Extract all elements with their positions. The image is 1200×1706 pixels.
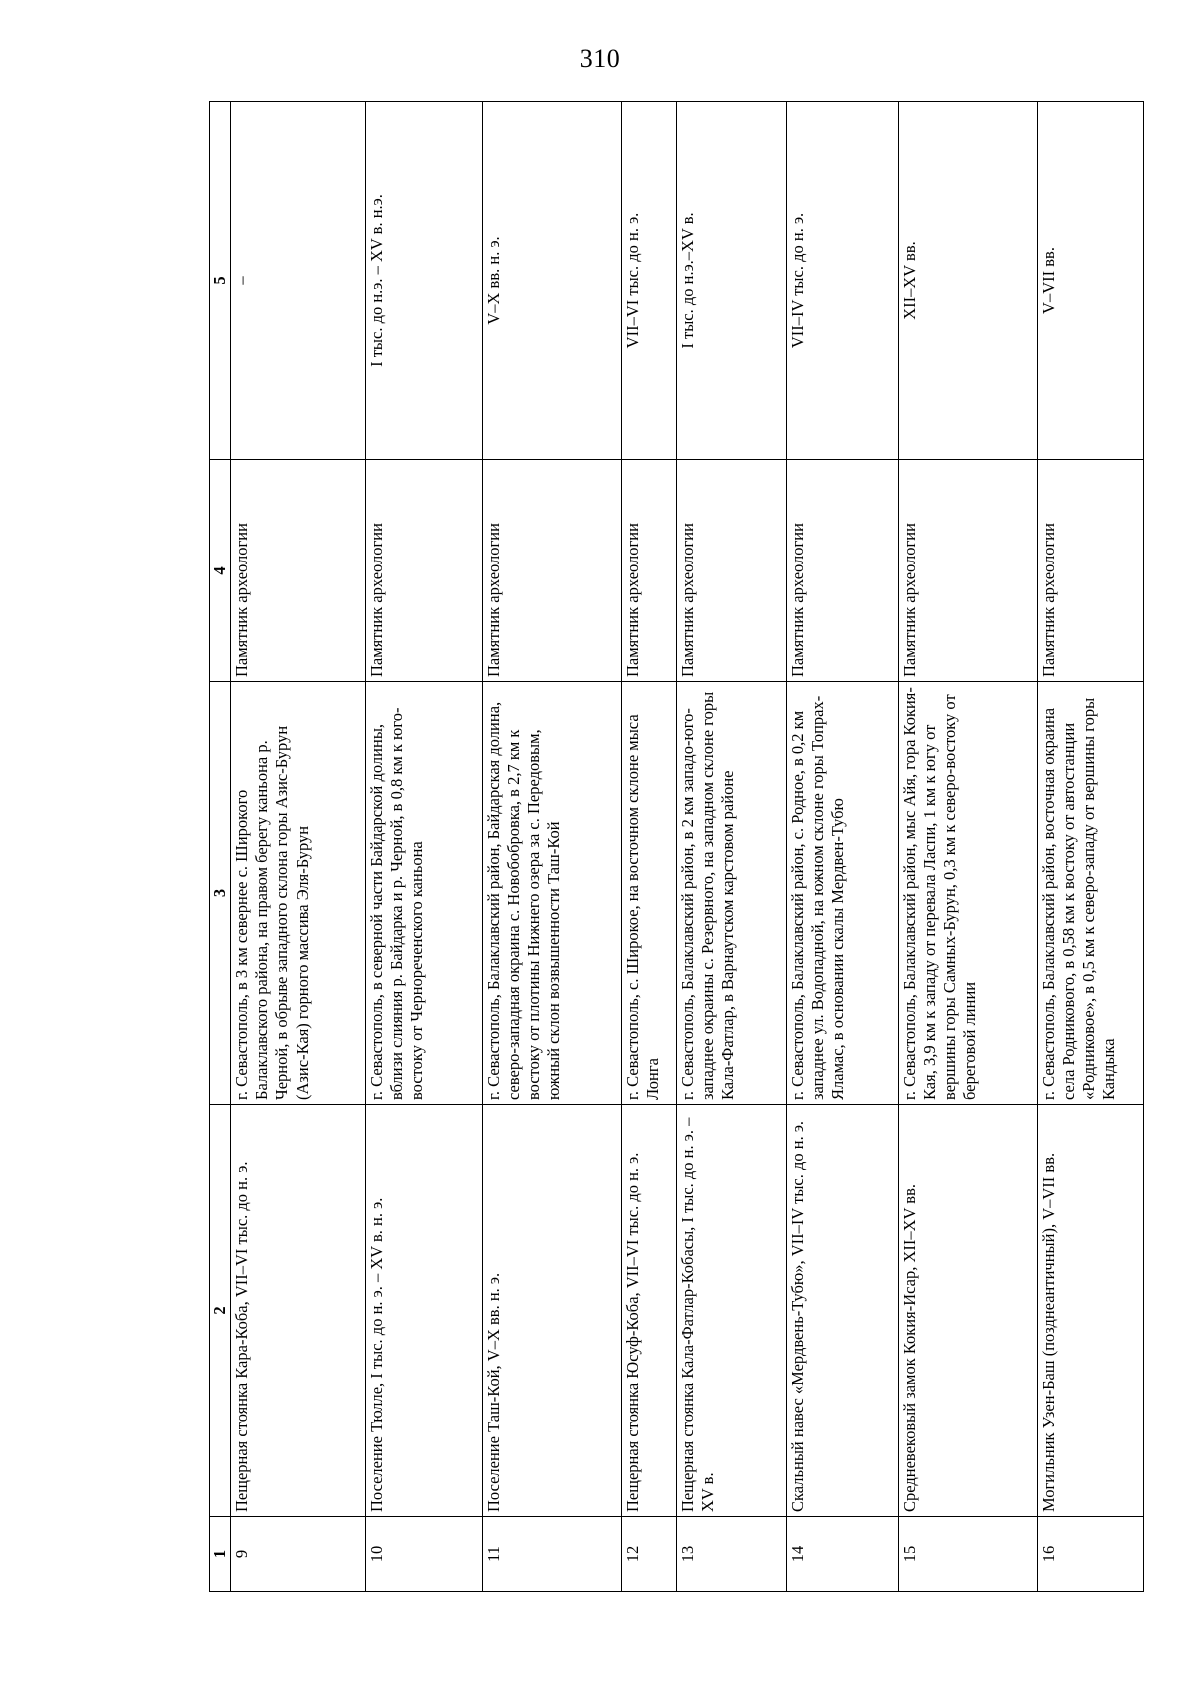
monument-location: г. Севастополь, Балаклавский район, с. Родное, в 0,2 км западнее ул. Водопадной, на южном склоне горы Топрах-Яламас, в основании скалы Мердвен-Тубю [786, 682, 898, 1105]
table-row [231, 102, 365, 1592]
column-header-category: 4 [210, 460, 231, 682]
monument-category: Памятник археологии [786, 460, 898, 682]
row-number: 9 [231, 1517, 365, 1592]
table-row [898, 102, 1037, 1592]
row-number: 13 [677, 1517, 787, 1592]
monument-name: Поселение Таш-Кой, V–X вв. н. э. [482, 1105, 621, 1517]
row-number: 15 [898, 1517, 1037, 1592]
row-number: 10 [365, 1517, 482, 1592]
table-row [1038, 102, 1144, 1592]
monument-period: VII–IV тыс. до н. э. [786, 102, 898, 460]
monument-location: г. Севастополь, Балаклавский район, в 2 км западо-юго-западнее окраины с. Резервного, на западном склоне горы Кала-Фатлар, в Варнаутском карстовом районе [677, 682, 787, 1105]
table-row [786, 102, 898, 1592]
column-header-number: 1 [210, 1517, 231, 1592]
monument-category: Памятник археологии [231, 460, 365, 682]
monument-period: – [231, 102, 365, 460]
monument-category: Памятник археологии [1038, 460, 1144, 682]
monument-name: Скальный навес «Мердвень-Тубю», VII–IV тыс. до н. э. [786, 1105, 898, 1517]
table-row [622, 102, 677, 1592]
column-header-period: 5 [210, 102, 231, 460]
monument-period: XII–XV вв. [898, 102, 1037, 460]
page-number: 310 [579, 44, 621, 73]
monument-period: I тыс. до н.э.–XV в. [677, 102, 787, 460]
monument-name: Пещерная стоянка Юсуф-Коба, VII–VI тыс. до н. э. [622, 1105, 677, 1517]
monument-location: г. Севастополь, Балаклавский район, Байдарская долина, северо-западная окраина с. Новобобровка, в 2,7 км к востоку от плотины Нижнего озера за с. Передовым, южный склон возвышенности Таш-Кой [482, 682, 621, 1105]
column-header-name: 2 [210, 1105, 231, 1517]
monuments-table [209, 101, 1144, 1592]
monument-location: г. Севастополь, в северной части Байдарской долины, вблизи слияния р. Байдарка и р. Черной, в 0,8 км к юго-востоку от Чернореченского каньона [365, 682, 482, 1105]
monument-category: Памятник археологии [482, 460, 621, 682]
monument-name: Пещерная стоянка Кала-Фатлар-Кобасы, I тыс. до н. э. – XV в. [677, 1105, 787, 1517]
monument-period: I тыс. до н.э. – XV в. н.э. [365, 102, 482, 460]
row-number: 16 [1038, 1517, 1144, 1592]
rotated-table-container [209, 102, 1144, 1592]
table-row [482, 102, 621, 1592]
row-number: 14 [786, 1517, 898, 1592]
monument-name: Могильник Узен-Баш (позднеантичный), V–VII вв. [1038, 1105, 1144, 1517]
monument-name: Пещерная стоянка Кара-Коба, VII–VI тыс. до н. э. [231, 1105, 365, 1517]
row-number: 12 [622, 1517, 677, 1592]
monument-period: V–X вв. н. э. [482, 102, 621, 460]
monument-location: г. Севастополь, с. Широкое, на восточном склоне мыса Лонга [622, 682, 677, 1105]
monument-location: г. Севастополь, Балаклавский район, восточная окраина села Родникового, в 0,58 км к востоку от автостанции «Родниковое», в 0,5 км к северо-западу от вершины горы Кандыка [1038, 682, 1144, 1105]
row-number: 11 [482, 1517, 621, 1592]
monument-name: Средневековый замок Кокия-Исар, XII–XV вв. [898, 1105, 1037, 1517]
column-header-location: 3 [210, 682, 231, 1105]
monument-category: Памятник археологии [365, 460, 482, 682]
monument-location: г. Севастополь, Балаклавский район, мыс Айя, гора Кокия-Кая, 3,9 км к западу от перевала Ласпи, 1 км к югу от вершины горы Самных-Бурун, 0,3 км к северо-востоку от береговой линии [898, 682, 1037, 1105]
monument-name: Поселение Тюлле, I тыс. до н. э. – XV в. н. э. [365, 1105, 482, 1517]
monument-category: Памятник археологии [898, 460, 1037, 682]
monument-period: V–VII вв. [1038, 102, 1144, 460]
table-header-row [210, 102, 231, 1592]
monument-category: Памятник археологии [622, 460, 677, 682]
table-row [365, 102, 482, 1592]
table-row [677, 102, 787, 1592]
monument-period: VII–VI тыс. до н. э. [622, 102, 677, 460]
monument-category: Памятник археологии [677, 460, 787, 682]
monument-location: г. Севастополь, в 3 км севернее с. Широкого Балаклавского района, на правом берегу каньона р. Черной, в обрыве западного склона горы Азис-Бурун (Азис-Кая) горного массива Эля-Бурун [231, 682, 365, 1105]
